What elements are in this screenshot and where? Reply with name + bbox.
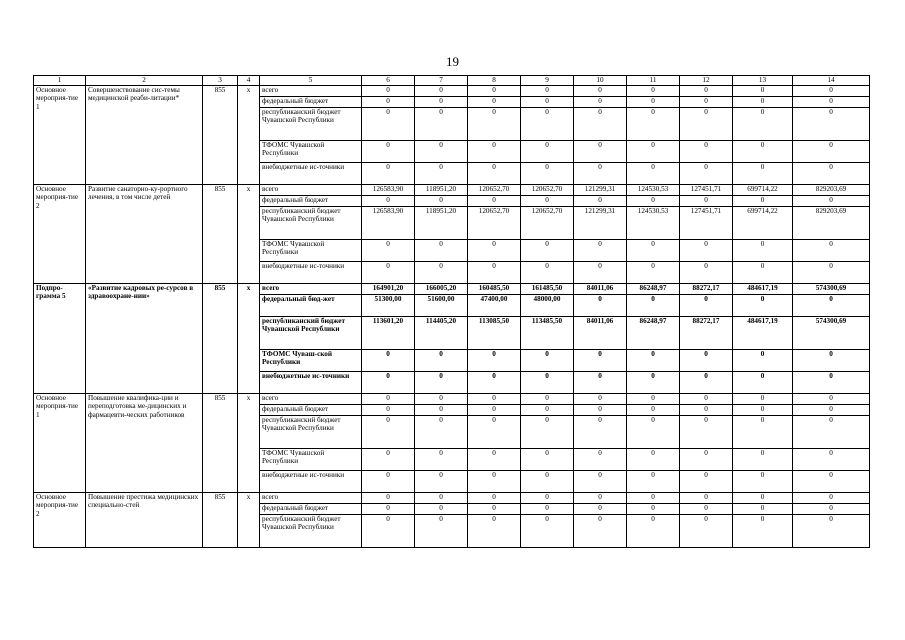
amount-cell: 0 (680, 394, 733, 405)
code-cell: 855 (203, 493, 238, 548)
amount-cell: 166005,20 (415, 284, 468, 295)
amount-cell: 0 (521, 372, 574, 394)
amount-cell: 0 (415, 515, 468, 548)
amount-cell: 113601,20 (362, 317, 415, 350)
amount-cell: 88272,17 (680, 317, 733, 350)
amount-cell: 0 (362, 515, 415, 548)
amount-cell: 0 (733, 262, 793, 284)
amount-cell: 829203,69 (793, 185, 870, 196)
amount-cell: 0 (680, 262, 733, 284)
amount-cell: 0 (415, 141, 468, 163)
amount-cell: 86248,97 (627, 284, 680, 295)
amount-cell: 0 (627, 493, 680, 504)
amount-cell: 0 (521, 416, 574, 449)
amount-cell: 0 (415, 163, 468, 185)
amount-cell: 0 (362, 493, 415, 504)
amount-cell: 484617,19 (733, 284, 793, 295)
amount-cell: 0 (468, 471, 521, 493)
amount-cell: 0 (415, 504, 468, 515)
amount-cell: 121299,31 (574, 185, 627, 196)
amount-cell: 0 (627, 163, 680, 185)
amount-cell: 0 (574, 504, 627, 515)
amount-cell: 0 (574, 471, 627, 493)
amount-cell: 0 (362, 108, 415, 141)
amount-cell: 0 (627, 405, 680, 416)
amount-cell: 0 (574, 493, 627, 504)
event-description-cell: Совершенствование сис-темы медицинской реаби-литации* (86, 86, 203, 185)
amount-cell: 113485,50 (521, 317, 574, 350)
amount-cell: 0 (468, 449, 521, 471)
funding-source-cell: федеральный бюд-жет (260, 295, 362, 317)
funding-source-cell: внебюджетные ис-точники (260, 163, 362, 185)
amount-cell: 0 (733, 108, 793, 141)
funding-source-cell: всего (260, 394, 362, 405)
amount-cell: 0 (733, 295, 793, 317)
amount-cell: 48000,00 (521, 295, 574, 317)
amount-cell: 0 (468, 196, 521, 207)
amount-cell: 0 (680, 471, 733, 493)
event-name-cell: Основное мероприя-тие 1 (34, 86, 86, 185)
amount-cell: 0 (793, 141, 870, 163)
amount-cell: 0 (521, 163, 574, 185)
amount-cell: 0 (362, 350, 415, 372)
amount-cell: 0 (793, 196, 870, 207)
funding-source-cell: ТФОМС Чувашской Республики (260, 449, 362, 471)
amount-cell: 0 (574, 196, 627, 207)
amount-cell: 127451,71 (680, 185, 733, 196)
amount-cell: 574300,69 (793, 317, 870, 350)
amount-cell: 0 (574, 97, 627, 108)
table-row (34, 493, 870, 504)
amount-cell: 0 (793, 350, 870, 372)
amount-cell: 47400,00 (468, 295, 521, 317)
amount-cell: 0 (574, 394, 627, 405)
amount-cell: 0 (733, 141, 793, 163)
amount-cell: 161485,50 (521, 284, 574, 295)
amount-cell: 0 (362, 97, 415, 108)
amount-cell: 0 (415, 262, 468, 284)
amount-cell: 699714,22 (733, 185, 793, 196)
code-cell: 855 (203, 394, 238, 493)
funding-source-cell: республиканский бюджет Чувашской Республики (260, 108, 362, 141)
amount-cell: 0 (415, 471, 468, 493)
amount-cell: 0 (415, 108, 468, 141)
amount-cell: 0 (574, 108, 627, 141)
amount-cell: 118951,20 (415, 185, 468, 196)
amount-cell: 0 (680, 504, 733, 515)
table-row (34, 284, 870, 295)
amount-cell: 0 (415, 405, 468, 416)
table-row (34, 185, 870, 196)
mark-cell: х (238, 394, 260, 493)
amount-cell: 120652,70 (521, 185, 574, 196)
column-number-cell: 1 (34, 76, 86, 86)
amount-cell: 0 (680, 141, 733, 163)
amount-cell: 0 (468, 350, 521, 372)
funding-source-cell: федеральный бюджет (260, 405, 362, 416)
amount-cell: 0 (680, 295, 733, 317)
amount-cell: 0 (362, 471, 415, 493)
amount-cell: 0 (733, 449, 793, 471)
amount-cell: 0 (574, 350, 627, 372)
amount-cell: 0 (680, 449, 733, 471)
amount-cell: 0 (793, 504, 870, 515)
code-cell: 855 (203, 185, 238, 284)
amount-cell: 829203,69 (793, 207, 870, 240)
funding-source-cell: всего (260, 86, 362, 97)
amount-cell: 0 (521, 97, 574, 108)
amount-cell: 0 (574, 262, 627, 284)
amount-cell: 0 (468, 504, 521, 515)
amount-cell: 0 (733, 163, 793, 185)
amount-cell: 0 (680, 405, 733, 416)
amount-cell: 0 (733, 86, 793, 97)
amount-cell: 0 (521, 515, 574, 548)
amount-cell: 0 (793, 295, 870, 317)
amount-cell: 120652,70 (468, 207, 521, 240)
amount-cell: 0 (415, 416, 468, 449)
amount-cell: 0 (793, 515, 870, 548)
amount-cell: 51300,00 (362, 295, 415, 317)
amount-cell: 121299,31 (574, 207, 627, 240)
amount-cell: 0 (680, 350, 733, 372)
amount-cell: 0 (680, 163, 733, 185)
amount-cell: 0 (793, 471, 870, 493)
amount-cell: 0 (627, 240, 680, 262)
funding-source-cell: внебюджетные ис-точники (260, 372, 362, 394)
funding-source-cell: всего (260, 493, 362, 504)
amount-cell: 0 (521, 350, 574, 372)
amount-cell: 0 (627, 97, 680, 108)
funding-source-cell: внебюджетные ис-точники (260, 262, 362, 284)
amount-cell: 0 (733, 196, 793, 207)
amount-cell: 0 (627, 471, 680, 493)
amount-cell: 0 (521, 141, 574, 163)
amount-cell: 0 (468, 97, 521, 108)
amount-cell: 0 (627, 350, 680, 372)
event-name-cell: Основное мероприя-тие 2 (34, 493, 86, 548)
amount-cell: 160485,50 (468, 284, 521, 295)
amount-cell: 0 (733, 493, 793, 504)
amount-cell: 0 (793, 163, 870, 185)
amount-cell: 0 (793, 416, 870, 449)
amount-cell: 113085,50 (468, 317, 521, 350)
amount-cell: 0 (521, 108, 574, 141)
amount-cell: 0 (362, 262, 415, 284)
event-description-cell: Повышение квалифика-ции и переподготовка ме-дицинских и фармацевти-ческих работников (86, 394, 203, 493)
column-number-row (34, 76, 870, 86)
amount-cell: 114405,20 (415, 317, 468, 350)
event-name-cell: Подпро-грамма 5 (34, 284, 86, 394)
column-number-cell: 2 (86, 76, 203, 86)
amount-cell: 0 (468, 163, 521, 185)
amount-cell: 0 (680, 196, 733, 207)
amount-cell: 0 (680, 416, 733, 449)
amount-cell: 0 (627, 449, 680, 471)
amount-cell: 126583,90 (362, 207, 415, 240)
amount-cell: 118951,20 (415, 207, 468, 240)
mark-cell: х (238, 185, 260, 284)
table-body (34, 76, 870, 548)
column-number-cell: 4 (238, 76, 260, 86)
amount-cell: 0 (574, 163, 627, 185)
mark-cell: х (238, 493, 260, 548)
amount-cell: 0 (733, 416, 793, 449)
amount-cell: 0 (733, 97, 793, 108)
amount-cell: 0 (793, 405, 870, 416)
amount-cell: 0 (468, 405, 521, 416)
funding-source-cell: республиканский бюджет Чувашской Республики (260, 207, 362, 240)
amount-cell: 0 (574, 86, 627, 97)
mark-cell: х (238, 86, 260, 185)
event-name-cell: Основное мероприя-тие 1 (34, 394, 86, 493)
amount-cell: 0 (680, 86, 733, 97)
amount-cell: 0 (680, 515, 733, 548)
amount-cell: 0 (521, 449, 574, 471)
amount-cell: 0 (793, 97, 870, 108)
amount-cell: 0 (680, 108, 733, 141)
amount-cell: 0 (793, 262, 870, 284)
column-number-cell: 12 (680, 76, 733, 86)
funding-source-cell: ТФОМС Чуваш-ской Республики (260, 350, 362, 372)
event-description-cell: «Развитие кадровых ре-сурсов в здравоохране-нии» (86, 284, 203, 394)
amount-cell: 0 (793, 449, 870, 471)
amount-cell: 574300,69 (793, 284, 870, 295)
amount-cell: 0 (733, 405, 793, 416)
amount-cell: 0 (521, 240, 574, 262)
amount-cell: 484617,19 (733, 317, 793, 350)
amount-cell: 0 (521, 196, 574, 207)
amount-cell: 0 (574, 515, 627, 548)
amount-cell: 0 (627, 394, 680, 405)
amount-cell: 88272,17 (680, 284, 733, 295)
amount-cell: 0 (362, 163, 415, 185)
amount-cell: 0 (415, 372, 468, 394)
amount-cell: 0 (362, 394, 415, 405)
amount-cell: 0 (627, 504, 680, 515)
amount-cell: 0 (680, 493, 733, 504)
amount-cell: 0 (680, 372, 733, 394)
amount-cell: 0 (627, 141, 680, 163)
amount-cell: 0 (733, 350, 793, 372)
amount-cell: 0 (733, 504, 793, 515)
amount-cell: 0 (627, 108, 680, 141)
amount-cell: 0 (468, 493, 521, 504)
event-description-cell: Повышение престижа медицинских специально-стей (86, 493, 203, 548)
mark-cell: х (238, 284, 260, 394)
amount-cell: 0 (793, 394, 870, 405)
amount-cell: 0 (468, 515, 521, 548)
amount-cell: 0 (627, 416, 680, 449)
amount-cell: 0 (415, 350, 468, 372)
amount-cell: 0 (468, 86, 521, 97)
amount-cell: 0 (521, 394, 574, 405)
amount-cell: 0 (362, 240, 415, 262)
amount-cell: 0 (627, 262, 680, 284)
amount-cell: 86248,97 (627, 317, 680, 350)
amount-cell: 120652,70 (521, 207, 574, 240)
amount-cell: 164901,20 (362, 284, 415, 295)
funding-source-cell: всего (260, 185, 362, 196)
amount-cell: 126583,90 (362, 185, 415, 196)
funding-source-cell: республиканский бюджет Чувашской Республики (260, 515, 362, 548)
funding-source-cell: республиканский бюджет Чувашской Республики (260, 416, 362, 449)
amount-cell: 0 (733, 394, 793, 405)
amount-cell: 0 (793, 108, 870, 141)
page-number: 19 (446, 54, 459, 69)
event-description-cell: Развитие санаторно-ку-рортного лечения, в том числе детей (86, 185, 203, 284)
amount-cell: 0 (468, 240, 521, 262)
funding-source-cell: федеральный бюджет (260, 196, 362, 207)
amount-cell: 0 (574, 240, 627, 262)
amount-cell: 0 (521, 262, 574, 284)
funding-source-cell: федеральный бюджет (260, 504, 362, 515)
column-number-cell: 11 (627, 76, 680, 86)
financing-table (33, 75, 870, 548)
amount-cell: 0 (627, 86, 680, 97)
amount-cell: 0 (521, 471, 574, 493)
amount-cell: 0 (793, 493, 870, 504)
amount-cell: 0 (415, 196, 468, 207)
amount-cell: 0 (468, 372, 521, 394)
amount-cell: 0 (733, 372, 793, 394)
column-number-cell: 3 (203, 76, 238, 86)
amount-cell: 0 (627, 295, 680, 317)
amount-cell: 0 (680, 240, 733, 262)
amount-cell: 0 (362, 504, 415, 515)
amount-cell: 120652,70 (468, 185, 521, 196)
amount-cell: 0 (415, 449, 468, 471)
table-row (34, 394, 870, 405)
amount-cell: 0 (521, 86, 574, 97)
funding-source-cell: внебюджетные ис-точники (260, 471, 362, 493)
amount-cell: 0 (574, 372, 627, 394)
column-number-cell: 5 (260, 76, 362, 86)
amount-cell: 0 (468, 141, 521, 163)
amount-cell: 84011,06 (574, 284, 627, 295)
column-number-cell: 13 (733, 76, 793, 86)
amount-cell: 0 (415, 493, 468, 504)
event-name-cell: Основное мероприя-тие 2 (34, 185, 86, 284)
amount-cell: 0 (521, 405, 574, 416)
amount-cell: 699714,22 (733, 207, 793, 240)
code-cell: 855 (203, 86, 238, 185)
column-number-cell: 8 (468, 76, 521, 86)
amount-cell: 0 (627, 515, 680, 548)
table-row (34, 86, 870, 97)
amount-cell: 0 (733, 240, 793, 262)
funding-source-cell: ТФОМС Чувашской Республики (260, 240, 362, 262)
amount-cell: 0 (468, 262, 521, 284)
amount-cell: 0 (521, 493, 574, 504)
amount-cell: 0 (680, 97, 733, 108)
amount-cell: 0 (574, 405, 627, 416)
amount-cell: 0 (362, 416, 415, 449)
amount-cell: 0 (362, 372, 415, 394)
code-cell: 855 (203, 284, 238, 394)
column-number-cell: 9 (521, 76, 574, 86)
amount-cell: 0 (574, 449, 627, 471)
column-number-cell: 7 (415, 76, 468, 86)
amount-cell: 0 (362, 449, 415, 471)
amount-cell: 0 (793, 240, 870, 262)
amount-cell: 0 (468, 108, 521, 141)
amount-cell: 84011,06 (574, 317, 627, 350)
amount-cell: 0 (574, 141, 627, 163)
amount-cell: 0 (415, 394, 468, 405)
amount-cell: 0 (468, 416, 521, 449)
amount-cell: 0 (521, 504, 574, 515)
column-number-cell: 6 (362, 76, 415, 86)
amount-cell: 51600,00 (415, 295, 468, 317)
amount-cell: 0 (627, 372, 680, 394)
amount-cell: 0 (793, 372, 870, 394)
amount-cell: 0 (362, 86, 415, 97)
amount-cell: 0 (415, 240, 468, 262)
amount-cell: 0 (415, 86, 468, 97)
amount-cell: 0 (362, 405, 415, 416)
column-number-cell: 10 (574, 76, 627, 86)
amount-cell: 0 (468, 394, 521, 405)
column-number-cell: 14 (793, 76, 870, 86)
funding-source-cell: республиканский бюджет Чувашской Республики (260, 317, 362, 350)
amount-cell: 124530,53 (627, 207, 680, 240)
amount-cell: 0 (362, 196, 415, 207)
amount-cell: 0 (415, 97, 468, 108)
funding-source-cell: всего (260, 284, 362, 295)
amount-cell: 0 (733, 471, 793, 493)
funding-source-cell: федеральный бюджет (260, 97, 362, 108)
amount-cell: 0 (574, 416, 627, 449)
amount-cell: 0 (574, 295, 627, 317)
amount-cell: 0 (627, 196, 680, 207)
amount-cell: 127451,71 (680, 207, 733, 240)
funding-source-cell: ТФОМС Чувашской Республики (260, 141, 362, 163)
amount-cell: 124530,53 (627, 185, 680, 196)
amount-cell: 0 (793, 86, 870, 97)
amount-cell: 0 (733, 515, 793, 548)
amount-cell: 0 (362, 141, 415, 163)
